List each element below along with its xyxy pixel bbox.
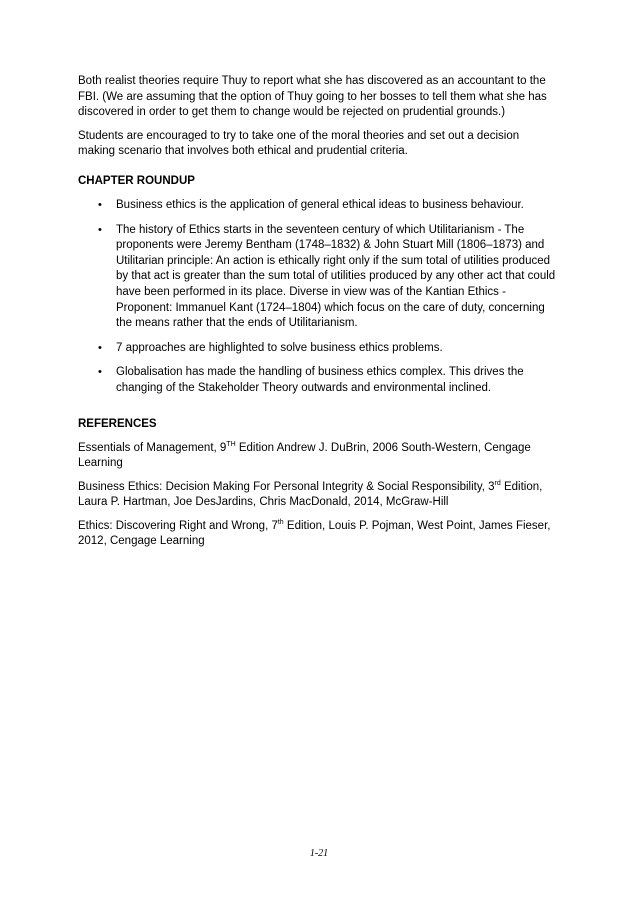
chapter-roundup-heading: CHAPTER ROUNDUP [78, 174, 195, 187]
reference-3: Ethics: Discovering Right and Wrong, 7th Edition, Louis P. Pojman, West Point, James Fieser, 2012, Cengage Learning [78, 519, 551, 548]
list-item [78, 341, 558, 357]
bullet-icon: • [98, 198, 102, 211]
bullet-icon: • [98, 366, 102, 379]
list-item-text: Globalisation has made the handling of business ethics complex. This drives the changing of the Stakeholder Theory outwards and environmental inclined. [116, 366, 524, 394]
intro-paragraph-2: Students are encouraged to try to take one of the moral theories and set out a decision making scenario that involves both ethical and prudential criteria. [78, 129, 520, 158]
list-item [78, 223, 558, 332]
bullet-icon: • [98, 341, 102, 354]
list-item-text: Business ethics is the application of general ethical ideas to business behaviour. [116, 198, 524, 211]
bullet-icon: • [98, 223, 102, 236]
list-item [78, 198, 558, 214]
reference-1: Essentials of Management, 9TH Edition Andrew J. DuBrin, 2006 South-Western, Cengage Learning [78, 440, 531, 470]
document-page [78, 74, 558, 558]
roundup-list [78, 198, 558, 397]
list-item-text: The history of Ethics starts in the seventeen century of which Utilitarianism - The proponents were Jeremy Bentham (1748–1832) & John Stuart Mill (1806–1873) and Utilitarian principle: An action is ethically right only if the sum total of utilities produced by that act is greater than the sum total of utilities produced by any other act that could have been performed in its place. Diverse in view was of the Kantian Ethics - Proponent: Immanuel Kant (1724–1804) which focus on the care of duty, concerning the means rather that the ends of Utilitarianism. [116, 223, 556, 330]
chapter-roundup-section [78, 174, 558, 397]
references-section [78, 417, 558, 551]
list-item [78, 365, 558, 396]
list-item-text: 7 approaches are highlighted to solve business ethics problems. [116, 341, 443, 354]
page-number: 1-21 [309, 848, 329, 859]
references-heading: REFERENCES [78, 417, 157, 430]
reference-2: Business Ethics: Decision Making For Personal Integrity & Social Responsibility, 3rd Edition, Laura P. Hartman, Joe DesJardins, Chris MacDonald, 2014, McGraw-Hill [78, 479, 543, 509]
intro-paragraph-1: Both realist theories require Thuy to report what she has discovered as an accountant to the FBI. (We are assuming that the option of Thuy going to her bosses to tell them what she has discovered in order to get them to change would be rejected on prudential grounds.) [78, 75, 547, 119]
